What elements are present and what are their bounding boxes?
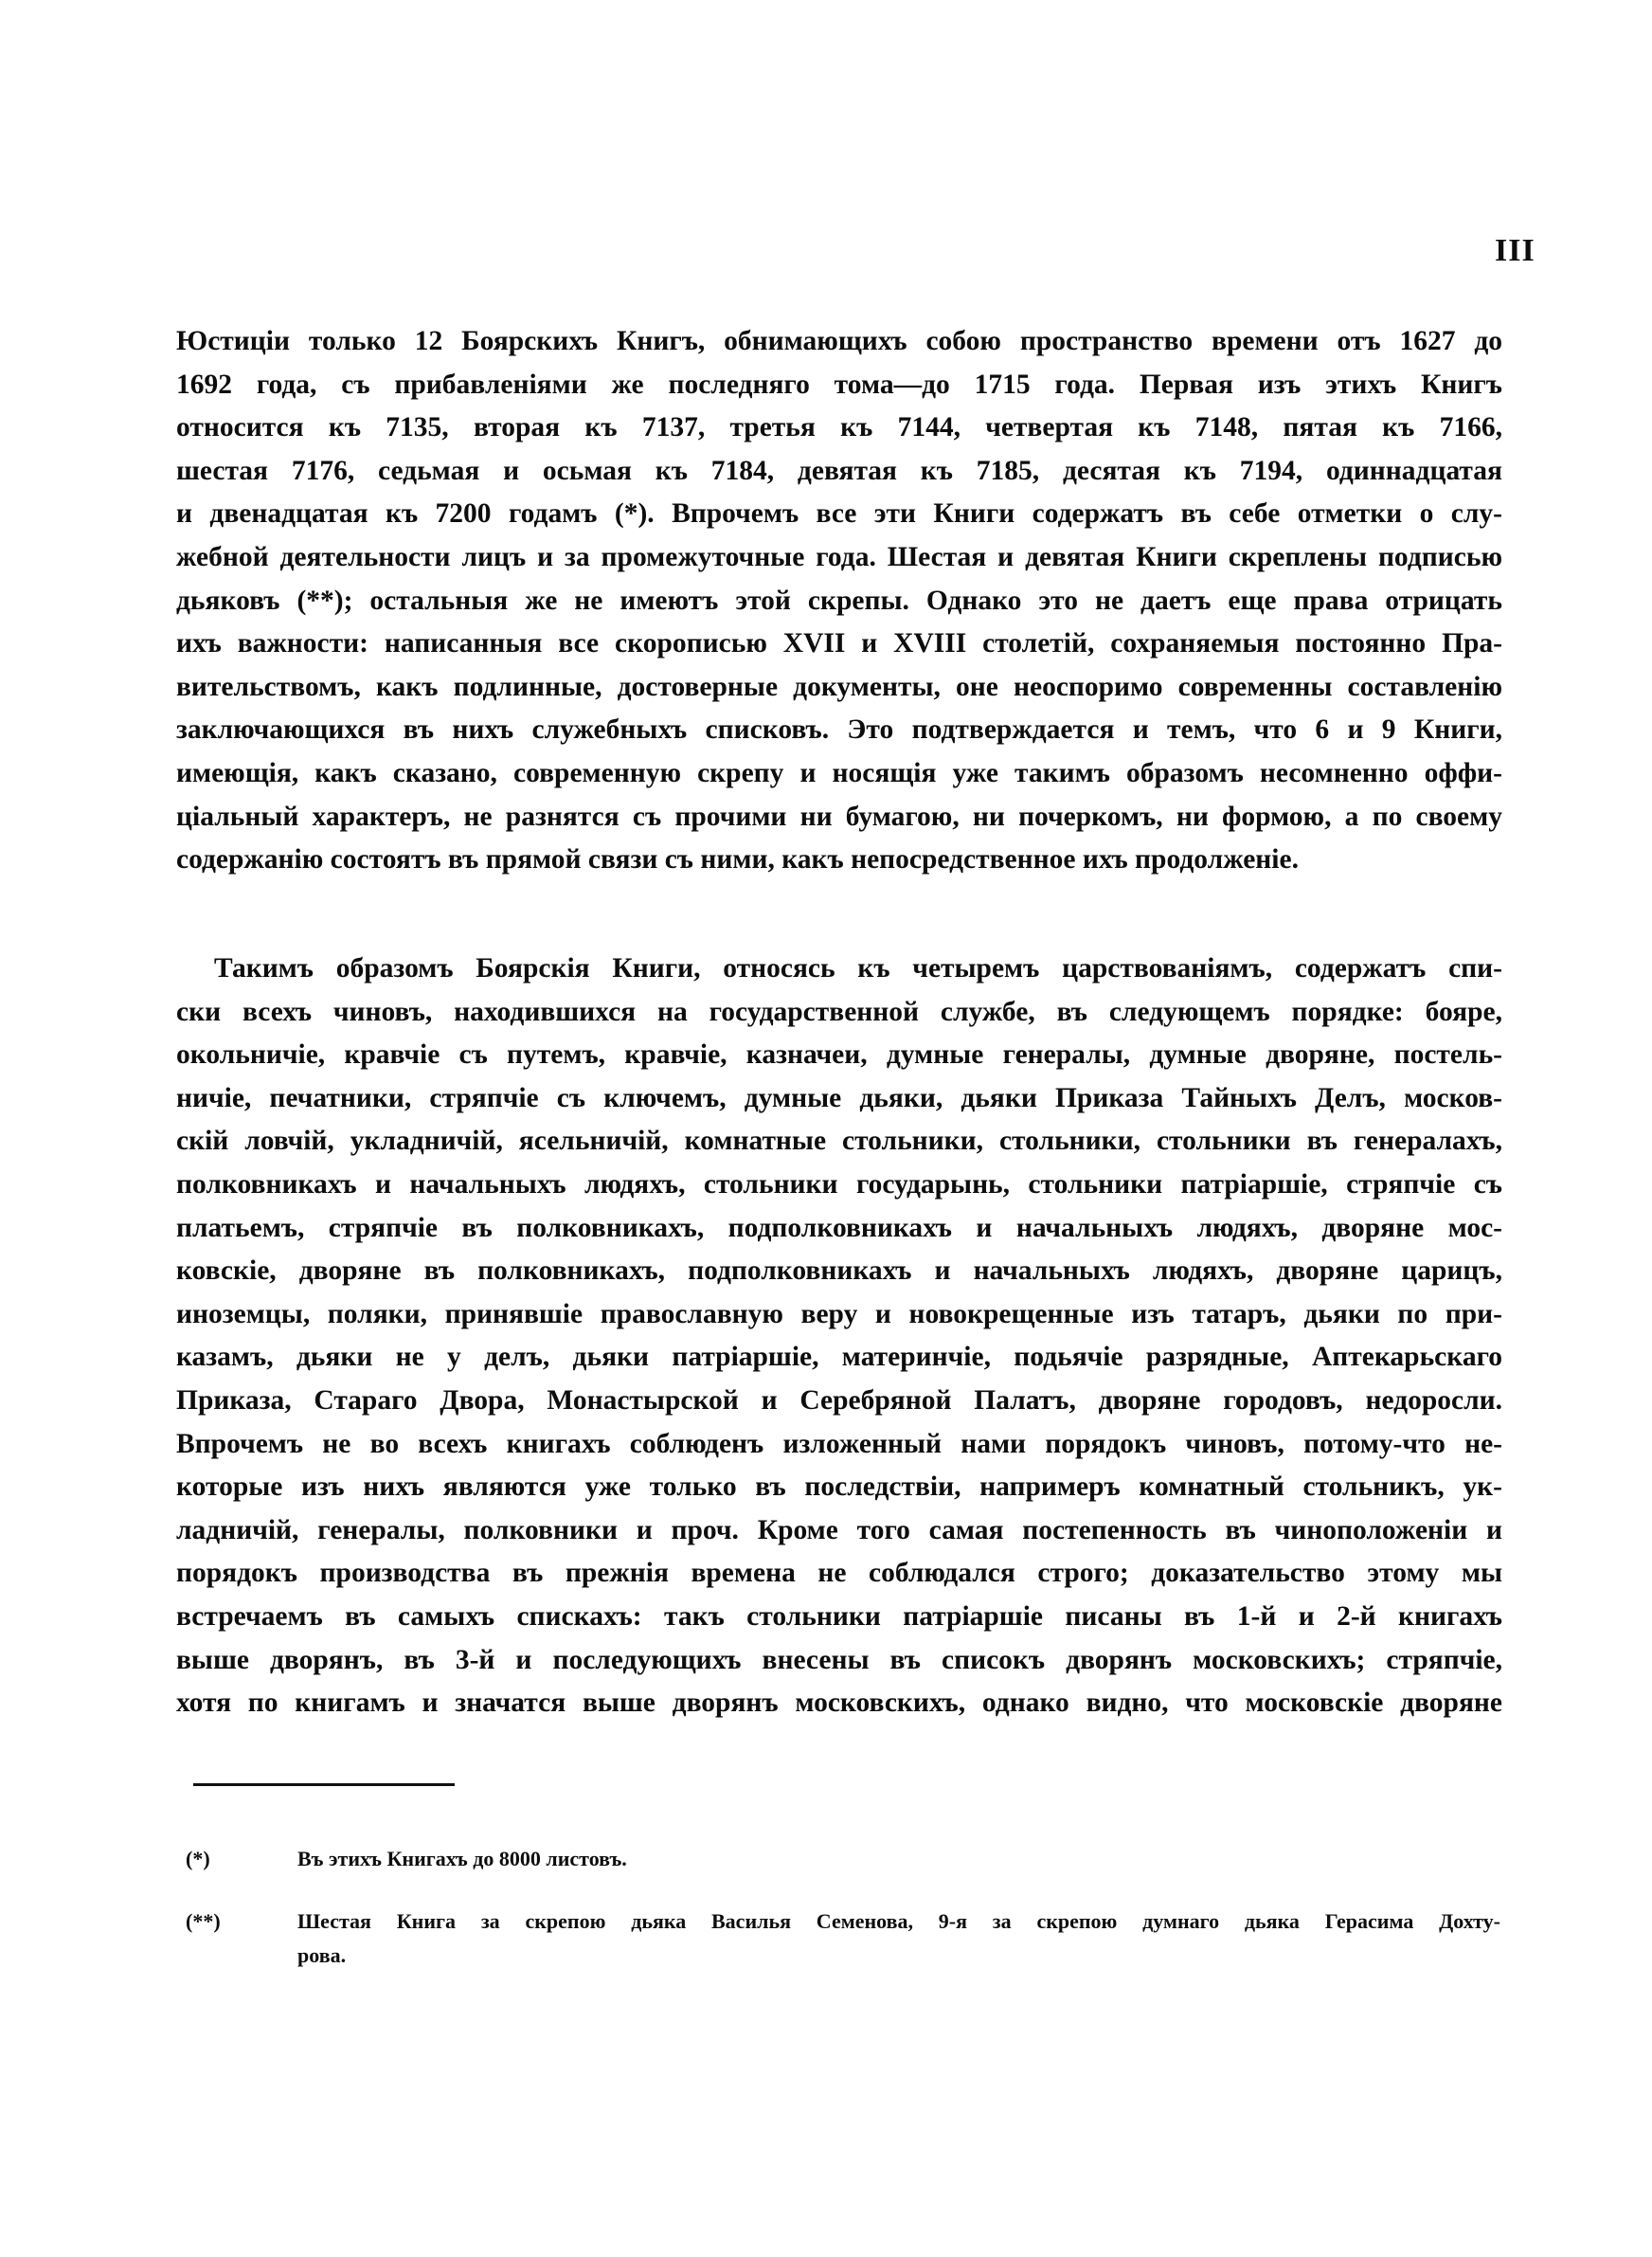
text-line: 1692 года, съ прибавленiями же последняго тома—до 1715 года. Первая изъ этихъ Книгъ <box>176 369 1502 400</box>
text-line: хотя по книгамъ и значатся выше дворянъ московскихъ, однако видно, что московскiе дворяне <box>176 1688 1502 1719</box>
footnote-line: Шестая Книга за скрепою дьяка Василья Семенова, 9-я за скрепою думнаго дьяка Герасима Дохту- <box>297 1909 1500 1933</box>
text-line: ничiе, печатники, стряпчiе съ ключемъ, думные дьяки, дьяки Приказа Тайныхъ Делъ, москов- <box>176 1082 1502 1113</box>
text-line: имеющiя, какъ сказано, современную скрепу и носящiя уже такимъ образомъ несомненно оффи- <box>176 757 1502 788</box>
text-line: ладничiй, генералы, полковники и проч. Кроме того самая постепенность въ чиноположенiи и <box>176 1514 1502 1545</box>
text-line: порядокъ производства въ прежнiя времена не соблюдался строго; доказательство этому мы <box>176 1558 1502 1589</box>
text-line: шестая 7176, седьмая и осьмая къ 7184, девятая къ 7185, десятая къ 7194, одиннадцатая <box>176 455 1502 486</box>
page-number: III <box>1495 233 1535 268</box>
footnote-body <box>297 1842 1500 1876</box>
footnote-marker: (**) <box>186 1909 221 1933</box>
footnote-divider <box>193 1783 455 1786</box>
footnote-marker: (*) <box>186 1847 210 1870</box>
text-line: содержанiю состоятъ въ прямой связи съ ними, какъ непосредственное ихъ продолженiе. <box>176 844 1299 876</box>
paragraph-1 <box>176 320 1502 882</box>
footnote-line: Въ этихъ Книгахъ до 8000 листовъ. <box>297 1847 627 1870</box>
text-line: которые изъ нихъ являются уже только въ последствiи, напримеръ комнатный стольникъ, ук- <box>176 1472 1502 1503</box>
text-line: заключающихся въ нихъ служебныхъ списковъ. Это подтверждается и темъ, что 6 и 9 Книги, <box>176 714 1502 746</box>
text-line: ихъ важности: написанныя все скорописью XVII и XVIII столетiй, сохраняемыя постоянно Пра- <box>176 628 1502 659</box>
text-line: жебной деятельности лицъ и за промежуточные года. Шестая и девятая Книги скреплены подписью <box>176 541 1502 572</box>
text-line: полковникахъ и начальныхъ людяхъ, стольники государынь, стольники патрiаршiе, стряпчiе съ <box>176 1168 1502 1200</box>
text-line: выше дворянъ, въ 3-й и последующихъ внесены въ списокъ дворянъ московскихъ; стряпчiе, <box>176 1644 1502 1675</box>
text-line: Юстицiи только 12 Боярскихъ Книгъ, обнимающихъ собою пространство времени отъ 1627 до <box>176 326 1502 356</box>
text-line: Приказа, Стараго Двора, Монастырской и Серебряной Палатъ, дворяне городовъ, недоросли. <box>176 1384 1502 1416</box>
text-line: ковскiе, дворяне въ полковникахъ, подполковникахъ и начальныхъ людяхъ, дворяне царицъ, <box>176 1255 1502 1287</box>
text-line: казамъ, дьяки не у делъ, дьяки патрiаршiе, материнчiе, подьячiе разрядные, Аптекарьскаго <box>176 1342 1502 1373</box>
text-line: встречаемъ въ самыхъ спискахъ: такъ стольники патрiаршiе писаны въ 1-й и 2-й книгахъ <box>176 1600 1502 1632</box>
text-line: ски всехъ чиновъ, находившихся на государственной службе, въ следующемъ порядке: бояре, <box>176 996 1502 1027</box>
paragraph-2 <box>176 948 1502 1725</box>
text-line: Впрочемъ не во всехъ книгахъ соблюденъ изложенный нами порядокъ чиновъ, потому-что не- <box>176 1428 1502 1459</box>
footnote-body <box>297 1905 1500 1973</box>
text-line: цiальный характеръ, не разнятся съ прочими ни бумагою, ни почеркомъ, ни формою, а по своему <box>176 801 1502 832</box>
text-line: скiй ловчiй, укладничiй, ясельничiй, комнатные стольники, стольники, стольники въ генералахъ, <box>176 1126 1502 1157</box>
text-line: иноземцы, поляки, принявшiе православную веру и новокрещенные изъ татаръ, дьяки по при- <box>176 1298 1502 1329</box>
text-line: дьяковъ (**); остальныя же не имеютъ этой скрепы. Однако это не даетъ еще права отрицать <box>176 585 1502 616</box>
text-line: Такимъ образомъ Боярскiя Книги, относясь къ четыремъ царствованiямъ, содержатъ спи- <box>214 953 1502 984</box>
footnote-line: рова. <box>297 1943 347 1967</box>
text-line: платьемъ, стряпчiе въ полковникахъ, подполковникахъ и начальныхъ людяхъ, дворяне мос- <box>176 1212 1502 1243</box>
text-line: окольничiе, кравчiе съ путемъ, кравчiе, казначеи, думные генералы, думные дворяне, постель- <box>176 1039 1502 1071</box>
text-line: и двенадцатая къ 7200 годамъ (*). Впрочемъ все эти Книги содержатъ въ себе отметки о слу- <box>176 498 1502 530</box>
text-line: вительствомъ, какъ подлинные, достоверные документы, оне неоспоримо современны составленiю <box>176 671 1502 702</box>
text-line: относится къ 7135, вторая къ 7137, третья къ 7144, четвертая къ 7148, пятая къ 7166, <box>176 412 1502 443</box>
